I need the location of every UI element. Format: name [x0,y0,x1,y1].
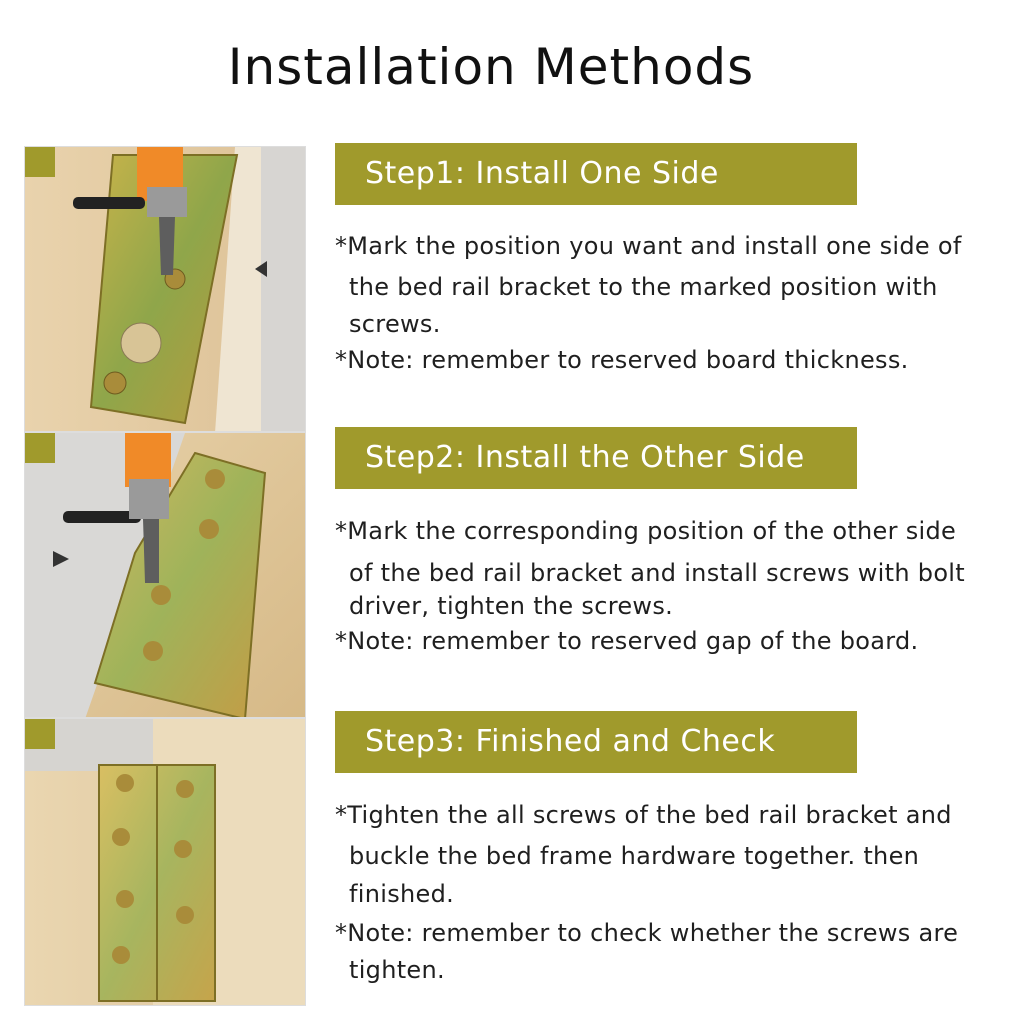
step1-photo [24,146,306,432]
step2-line-1: *Mark the corresponding position of the other side [335,517,957,545]
step3-line-3: finished. [349,880,455,908]
step3-note: *Note: remember to check whether the screws are [335,919,959,947]
step1-line-2: the bed rail bracket to the marked position with [349,273,938,301]
step2-heading: Step2: Install the Other Side [335,427,857,489]
step2-photo [24,432,306,718]
step1-heading: Step1: Install One Side [335,143,857,205]
page-title: Installation Methods [227,38,755,96]
step3-line-2: buckle the bed frame hardware together. then [349,842,920,870]
step1-line-1: *Mark the position you want and install one side of [335,232,962,260]
step3-note-cont: tighten. [349,956,445,984]
step1-line-3: screws. [349,310,441,338]
step2-line-3: driver, tighten the screws. [349,592,674,620]
step3-line-1: *Tighten the all screws of the bed rail bracket and [335,801,952,829]
step2-line-2: of the bed rail bracket and install screws with bolt [349,559,965,587]
step3-heading: Step3: Finished and Check [335,711,857,773]
step3-photo [24,718,306,1006]
step2-note: *Note: remember to reserved gap of the board. [335,627,919,655]
step1-note: *Note: remember to reserved board thickness. [335,346,909,374]
